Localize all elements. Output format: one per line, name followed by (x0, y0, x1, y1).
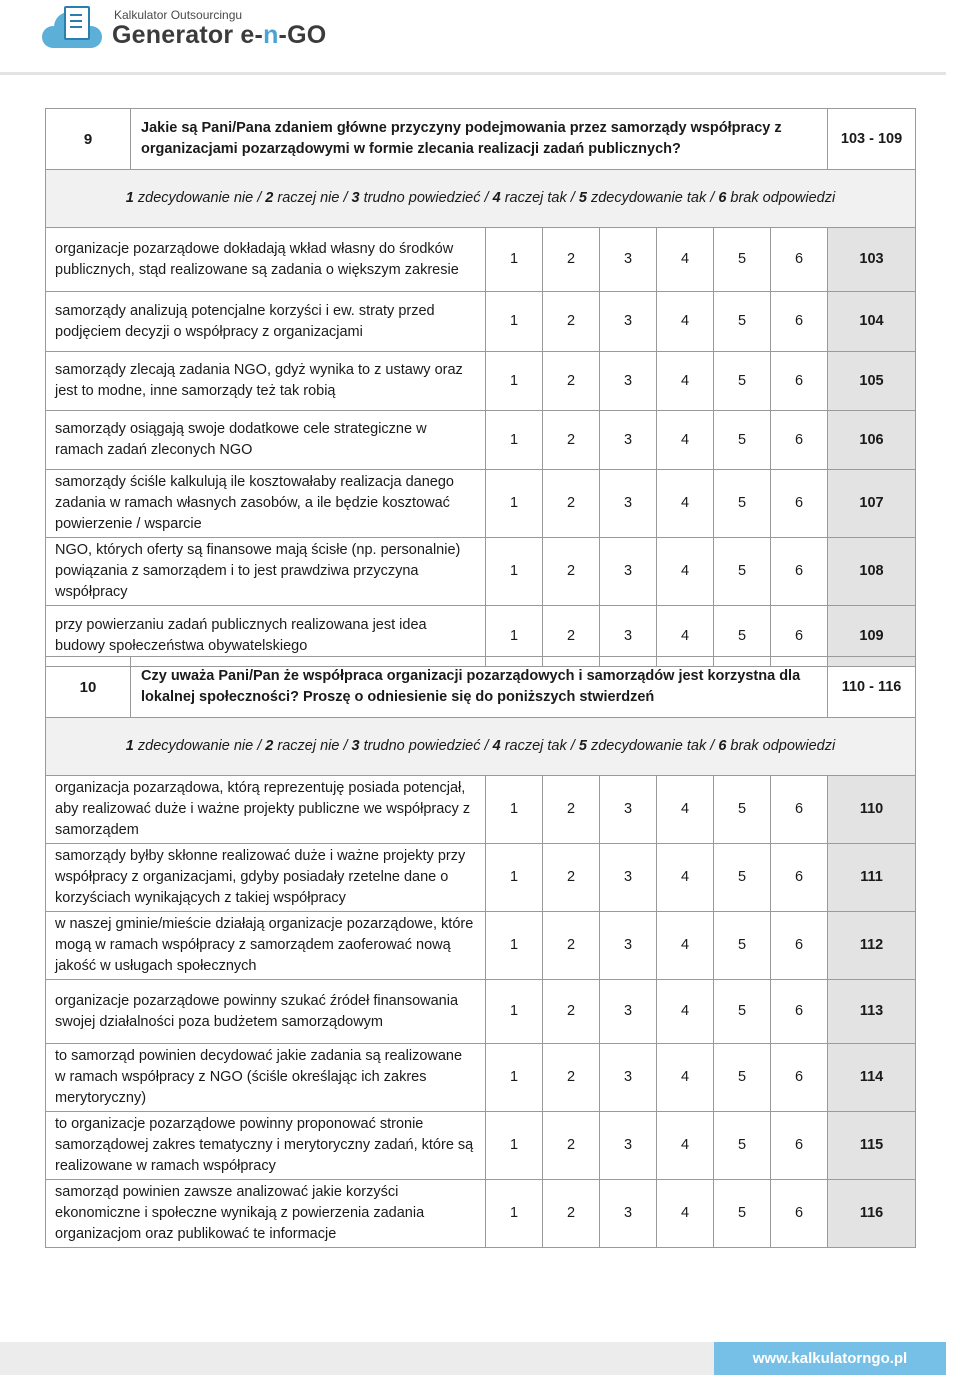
variable-id: 111 (828, 844, 916, 912)
scale-label: zdecydowanie tak / (586, 190, 719, 206)
answer-option-1[interactable]: 1 (486, 606, 543, 667)
table-row (46, 1180, 916, 1248)
statement-text: w naszej gminie/mieście działają organizacje pozarządowe, które mogą w ramach współpracy z samorządem zaoferować nową jakość w usługach społecznych (46, 912, 486, 980)
scale-number: 2 (265, 738, 274, 754)
answer-option-2[interactable]: 2 (543, 606, 600, 667)
answer-option-4[interactable]: 4 (657, 1180, 714, 1248)
survey-table-q9 (45, 108, 916, 667)
header-divider (0, 72, 946, 75)
answer-option-1[interactable]: 1 (486, 352, 543, 411)
scale-number: 1 (125, 190, 134, 206)
table-row (46, 980, 916, 1044)
answer-option-3[interactable]: 3 (600, 411, 657, 470)
statement-text: samorządy zlecają zadania NGO, gdyż wynika to z ustawy oraz jest to modne, inne samorządy też tak robią (46, 352, 486, 411)
scale-label: raczej nie / (273, 738, 352, 754)
answer-option-6[interactable]: 6 (771, 1044, 828, 1112)
answer-option-6[interactable]: 6 (771, 1180, 828, 1248)
answer-option-4[interactable]: 4 (657, 292, 714, 352)
question-range: 103 - 109 (828, 109, 916, 170)
answer-option-3[interactable]: 3 (600, 1180, 657, 1248)
answer-option-5[interactable]: 5 (714, 1180, 771, 1248)
answer-option-5[interactable]: 5 (714, 912, 771, 980)
answer-option-2[interactable]: 2 (543, 352, 600, 411)
scale-label: raczej nie / (273, 190, 352, 206)
statement-text: przy powierzaniu zadań publicznych realizowana jest idea budowy społeczeństwa obywatelskiego (46, 606, 486, 667)
answer-option-3[interactable]: 3 (600, 1044, 657, 1112)
answer-option-6[interactable]: 6 (771, 411, 828, 470)
statement-text: organizacje pozarządowe powinny szukać źródeł finansowania swojej działalności poza budżetem samorządowym (46, 980, 486, 1044)
answer-option-1[interactable]: 1 (486, 470, 543, 538)
answer-option-4[interactable]: 4 (657, 776, 714, 844)
answer-option-3[interactable]: 3 (600, 538, 657, 606)
scale-number: 1 (125, 738, 134, 754)
statement-text: samorządy analizują potencjalne korzyści i ew. straty przed podjęciem decyzji o współpracy z organizacjami (46, 292, 486, 352)
scale-number: 6 (718, 190, 727, 206)
answer-option-1[interactable]: 1 (486, 292, 543, 352)
answer-option-4[interactable]: 4 (657, 606, 714, 667)
variable-id: 112 (828, 912, 916, 980)
question-header (46, 657, 828, 718)
answer-option-3[interactable]: 3 (600, 606, 657, 667)
answer-scale-legend (46, 718, 916, 776)
answer-option-1[interactable]: 1 (486, 1180, 543, 1248)
answer-option-3[interactable]: 3 (600, 292, 657, 352)
answer-option-5[interactable]: 5 (714, 411, 771, 470)
question-header (46, 109, 828, 170)
answer-option-2[interactable]: 2 (543, 470, 600, 538)
table-row (46, 912, 916, 980)
table-row (46, 228, 916, 292)
answer-option-4[interactable]: 4 (657, 352, 714, 411)
question-range: 110 - 116 (828, 657, 916, 718)
footer-band (0, 1342, 714, 1375)
answer-option-5[interactable]: 5 (714, 1044, 771, 1112)
variable-id: 116 (828, 1180, 916, 1248)
answer-option-1[interactable]: 1 (486, 980, 543, 1044)
scale-number: 3 (351, 738, 360, 754)
answer-option-5[interactable]: 5 (714, 538, 771, 606)
answer-option-3[interactable]: 3 (600, 912, 657, 980)
table-row (46, 352, 916, 411)
answer-option-2[interactable]: 2 (543, 411, 600, 470)
scale-number: 2 (265, 190, 274, 206)
answer-option-5[interactable]: 5 (714, 606, 771, 667)
table-row (46, 292, 916, 352)
answer-option-3[interactable]: 3 (600, 980, 657, 1044)
question-text: Czy uważa Pani/Pan że współpraca organizacji pozarządowych i samorządów jest korzystna dla lokalnej społeczności? Proszę o odniesienie się do poniższych stwierdzeń (141, 668, 801, 705)
scale-number: 5 (578, 738, 587, 754)
answer-option-3[interactable]: 3 (600, 228, 657, 292)
brand-name: Generator e-n-GO (112, 20, 327, 49)
answer-option-6[interactable]: 6 (771, 776, 828, 844)
scale-label: zdecydowanie nie / (133, 190, 266, 206)
footer-website-link[interactable]: www.kalkulatorngo.pl (714, 1342, 946, 1375)
answer-option-2[interactable]: 2 (543, 1112, 600, 1180)
answer-option-3[interactable]: 3 (600, 1112, 657, 1180)
answer-option-1[interactable]: 1 (486, 776, 543, 844)
page-footer (0, 1340, 960, 1375)
statement-text: samorządy osiągają swoje dodatkowe cele strategiczne w ramach zadań zleconych NGO (46, 411, 486, 470)
statement-text: organizacje pozarządowe dokładają wkład własny do środków publicznych, stąd realizowane są zadania o większym zakresie (46, 228, 486, 292)
answer-option-4[interactable]: 4 (657, 980, 714, 1044)
statement-text: to organizacje pozarządowe powinny proponować stronie samorządowej zakres tematyczny i merytoryczny zadań, które są realizowane w ramach współpracy (46, 1112, 486, 1180)
answer-option-5[interactable]: 5 (714, 470, 771, 538)
statement-text: NGO, których oferty są finansowe mają ścisłe (np. personalnie) powiązania z samorządem i to jest prawdziwa przyczyna współpracy (46, 538, 486, 606)
answer-option-5[interactable]: 5 (714, 1112, 771, 1180)
answer-option-1[interactable]: 1 (486, 538, 543, 606)
statement-text: samorządy byłby skłonne realizować duże i ważne projekty przy współpracy z organizacjami, gdyby posiadały rzetelne dane o korzyściach wynikających z takiej współpracy (46, 844, 486, 912)
scale-number: 3 (351, 190, 360, 206)
answer-option-1[interactable]: 1 (486, 912, 543, 980)
answer-option-4[interactable]: 4 (657, 538, 714, 606)
answer-option-4[interactable]: 4 (657, 470, 714, 538)
variable-id: 106 (828, 411, 916, 470)
variable-id: 114 (828, 1044, 916, 1112)
answer-option-6[interactable]: 6 (771, 1112, 828, 1180)
variable-id: 103 (828, 228, 916, 292)
table-row (46, 411, 916, 470)
statement-text: samorządy ściśle kalkulują ile kosztowałaby realizacja danego zadania w ramach własnych zasobów, a ile będzie kosztować powierzenie / wsparcie (46, 470, 486, 538)
answer-option-2[interactable]: 2 (543, 292, 600, 352)
answer-option-1[interactable]: 1 (486, 228, 543, 292)
scale-label: brak odpowiedzi (726, 190, 836, 206)
answer-option-5[interactable]: 5 (714, 776, 771, 844)
cloud-document-icon (42, 6, 102, 50)
answer-option-3[interactable]: 3 (600, 352, 657, 411)
table-row (46, 844, 916, 912)
scale-number: 6 (718, 738, 727, 754)
answer-option-2[interactable]: 2 (543, 776, 600, 844)
answer-option-6[interactable]: 6 (771, 606, 828, 667)
variable-id: 113 (828, 980, 916, 1044)
scale-label: raczej tak / (500, 738, 579, 754)
answer-option-2[interactable]: 2 (543, 1044, 600, 1112)
answer-option-6[interactable]: 6 (771, 538, 828, 606)
answer-option-6[interactable]: 6 (771, 352, 828, 411)
answer-option-5[interactable]: 5 (714, 844, 771, 912)
answer-option-2[interactable]: 2 (543, 980, 600, 1044)
table-row (46, 470, 916, 538)
answer-option-5[interactable]: 5 (714, 228, 771, 292)
scale-number: 4 (492, 190, 501, 206)
variable-id: 107 (828, 470, 916, 538)
brand-logo[interactable] (42, 6, 326, 50)
scale-number: 5 (578, 190, 587, 206)
variable-id: 105 (828, 352, 916, 411)
question-number: 9 (46, 109, 131, 169)
question-number: 10 (46, 657, 131, 717)
page-header (0, 0, 960, 76)
brand-tagline: Kalkulator Outsourcingu (114, 7, 243, 22)
answer-scale-legend (46, 170, 916, 228)
answer-option-6[interactable]: 6 (771, 470, 828, 538)
variable-id: 115 (828, 1112, 916, 1180)
answer-option-2[interactable]: 2 (543, 844, 600, 912)
answer-option-1[interactable]: 1 (486, 844, 543, 912)
answer-option-4[interactable]: 4 (657, 1044, 714, 1112)
answer-option-2[interactable]: 2 (543, 538, 600, 606)
answer-option-5[interactable]: 5 (714, 980, 771, 1044)
scale-label: raczej tak / (500, 190, 579, 206)
answer-option-4[interactable]: 4 (657, 844, 714, 912)
answer-option-4[interactable]: 4 (657, 411, 714, 470)
answer-option-3[interactable]: 3 (600, 844, 657, 912)
scale-label: trudno powiedzieć / (359, 190, 493, 206)
answer-option-2[interactable]: 2 (543, 912, 600, 980)
table-row (46, 538, 916, 606)
answer-option-3[interactable]: 3 (600, 470, 657, 538)
scale-number: 4 (492, 738, 501, 754)
answer-option-1[interactable]: 1 (486, 1044, 543, 1112)
answer-option-2[interactable]: 2 (543, 1180, 600, 1248)
table-row (46, 776, 916, 844)
scale-label: trudno powiedzieć / (359, 738, 493, 754)
table-row (46, 1112, 916, 1180)
question-text: Jakie są Pani/Pana zdaniem główne przyczyny podejmowania przez samorządy współpracy z organizacjami pozarządowymi w formie zlecania realizacji zadań publicznych? (141, 120, 782, 157)
answer-option-6[interactable]: 6 (771, 912, 828, 980)
variable-id: 104 (828, 292, 916, 352)
scale-label: zdecydowanie tak / (586, 738, 719, 754)
scale-label: zdecydowanie nie / (133, 738, 266, 754)
answer-option-5[interactable]: 5 (714, 292, 771, 352)
statement-text: samorząd powinien zawsze analizować jakie korzyści ekonomiczne i społeczne wynikają z powierzenia zadania organizacjom oraz publikować te informacje (46, 1180, 486, 1248)
answer-option-1[interactable]: 1 (486, 411, 543, 470)
variable-id: 109 (828, 606, 916, 667)
answer-option-4[interactable]: 4 (657, 228, 714, 292)
answer-option-4[interactable]: 4 (657, 1112, 714, 1180)
answer-option-4[interactable]: 4 (657, 912, 714, 980)
answer-option-6[interactable]: 6 (771, 844, 828, 912)
table-row (46, 1044, 916, 1112)
variable-id: 110 (828, 776, 916, 844)
answer-option-1[interactable]: 1 (486, 1112, 543, 1180)
survey-table-q10 (45, 656, 916, 1248)
variable-id: 108 (828, 538, 916, 606)
answer-option-5[interactable]: 5 (714, 352, 771, 411)
statement-text: to samorząd powinien decydować jakie zadania są realizowane w ramach współpracy z NGO (ściśle określając ich zakres merytoryczny) (46, 1044, 486, 1112)
scale-label: brak odpowiedzi (726, 738, 836, 754)
statement-text: organizacja pozarządowa, którą reprezentuję posiada potencjał, aby realizować duże i ważne projekty publiczne we współpracy z samorządem (46, 776, 486, 844)
answer-option-3[interactable]: 3 (600, 776, 657, 844)
answer-option-2[interactable]: 2 (543, 228, 600, 292)
answer-option-6[interactable]: 6 (771, 980, 828, 1044)
answer-option-6[interactable]: 6 (771, 228, 828, 292)
answer-option-6[interactable]: 6 (771, 292, 828, 352)
